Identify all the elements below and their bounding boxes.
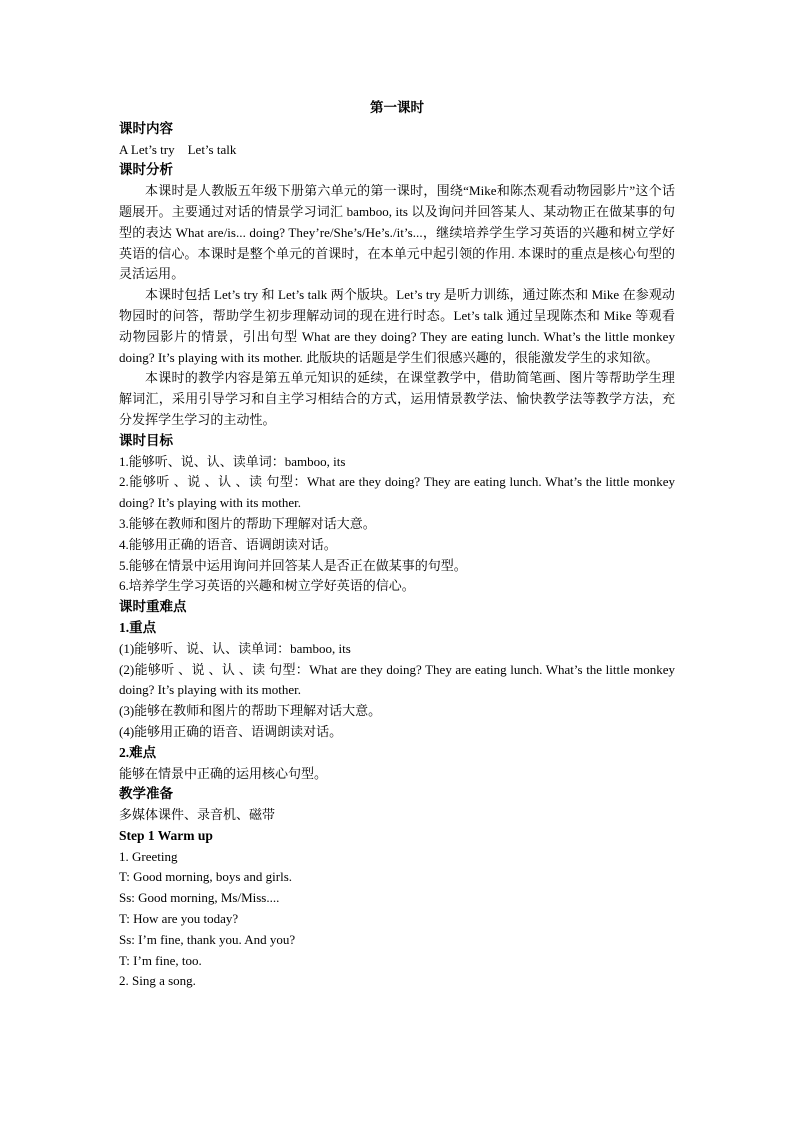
goal-item: 2.能够听 、说 、认 、读 句型：What are they doing? They are eating lunch. What’s the little monkey doing? It’s playing with its mother. xyxy=(119,474,675,511)
step-line: T: How are you today? xyxy=(119,911,239,927)
difficulty-text: 能够在情景中正确的运用核心句型。 xyxy=(119,765,328,781)
step-heading: Step 1 Warm up xyxy=(119,827,213,843)
goal-item: 3.能够在教师和图片的帮助下理解对话大意。 xyxy=(119,515,376,531)
difficulty-subheading: 2.难点 xyxy=(119,744,157,760)
step-line: Ss: Good morning, Ms/Miss.... xyxy=(119,890,280,906)
document-page xyxy=(119,98,675,992)
key-item: (3)能够在教师和图片的帮助下理解对话大意。 xyxy=(119,703,382,719)
key-item: (2)能够听 、说 、认 、读 句型：What are they doing? They are eating lunch. What’s the little monkey doing? It’s playing with its mother. xyxy=(119,661,675,698)
keypoints-heading: 课时重难点 xyxy=(119,599,187,615)
goal-item: 1.能够听、说、认、读单词：bamboo, its xyxy=(119,453,346,469)
goals-heading: 课时目标 xyxy=(119,432,173,448)
analysis-paragraph-2: 本课时包括 Let’s try 和 Let’s talk 两个版块。Let’s try 是听力训练，通过陈杰和 Mike 在参观动物园时的问答，帮助学生初步理解动词的现在进行时态。Let’s talk 通过呈现陈杰和 Mike 等观看动物园影片的情景，引出句型 What are they doing? They are eating lunch. What’s the little monkey doing? It’s playing with its mother. 此版块的话题是学生们很感兴趣的，很能激发学生的求知欲。 xyxy=(119,287,675,365)
goal-item: 4.能够用正确的语音、语调朗读对话。 xyxy=(119,536,337,552)
step-line: 1. Greeting xyxy=(119,848,178,864)
step-line: 2. Sing a song. xyxy=(119,973,196,989)
step-line: Ss: I’m fine, thank you. And you? xyxy=(119,931,296,947)
goal-item: 5.能够在情景中运用询问并回答某人是否正在做某事的句型。 xyxy=(119,557,467,573)
analysis-paragraph-1: 本课时是人教版五年级下册第六单元的第一课时，围绕“Mike和陈杰观看动物园影片”这个话题展开。主要通过对话的情景学习词汇 bamboo, its 以及询问并回答某人、某动物正在做某事的句型的表达 What are/is... doing? They’re/She’s/He’s./it’s...，继续培养学生学习英语的兴趣和树立学好英语的信心。本课时是整个单元的首课时，在本单元中起引领的作用. 本课时的重点是核心句型的灵活运用。 xyxy=(119,183,675,282)
goal-item: 6.培养学生学习英语的兴趣和树立学好英语的信心。 xyxy=(119,578,415,594)
preparation-heading: 教学准备 xyxy=(119,786,173,802)
key-item: (4)能够用正确的语音、语调朗读对话。 xyxy=(119,723,343,739)
preparation-text: 多媒体课件、录音机、磁带 xyxy=(119,807,276,823)
page-title: 第一课时 xyxy=(370,100,424,115)
step-line: T: Good morning, boys and girls. xyxy=(119,869,293,885)
analysis-paragraph-3: 本课时的教学内容是第五单元知识的延续，在课堂教学中，借助简笔画、图片等帮助学生理解词汇，采用引导学习和自主学习相结合的方式，运用情景教学法、愉快教学法等教学方法，充分发挥学生学习的主动性。 xyxy=(119,370,675,427)
content-text: A Let’s try Let’s talk xyxy=(119,141,237,157)
key-subheading: 1.重点 xyxy=(119,619,157,635)
step-line: T: I’m fine, too. xyxy=(119,952,202,968)
content-heading: 课时内容 xyxy=(119,120,173,136)
key-item: (1)能够听、说、认、读单词：bamboo, its xyxy=(119,640,351,656)
analysis-heading: 课时分析 xyxy=(119,162,173,178)
